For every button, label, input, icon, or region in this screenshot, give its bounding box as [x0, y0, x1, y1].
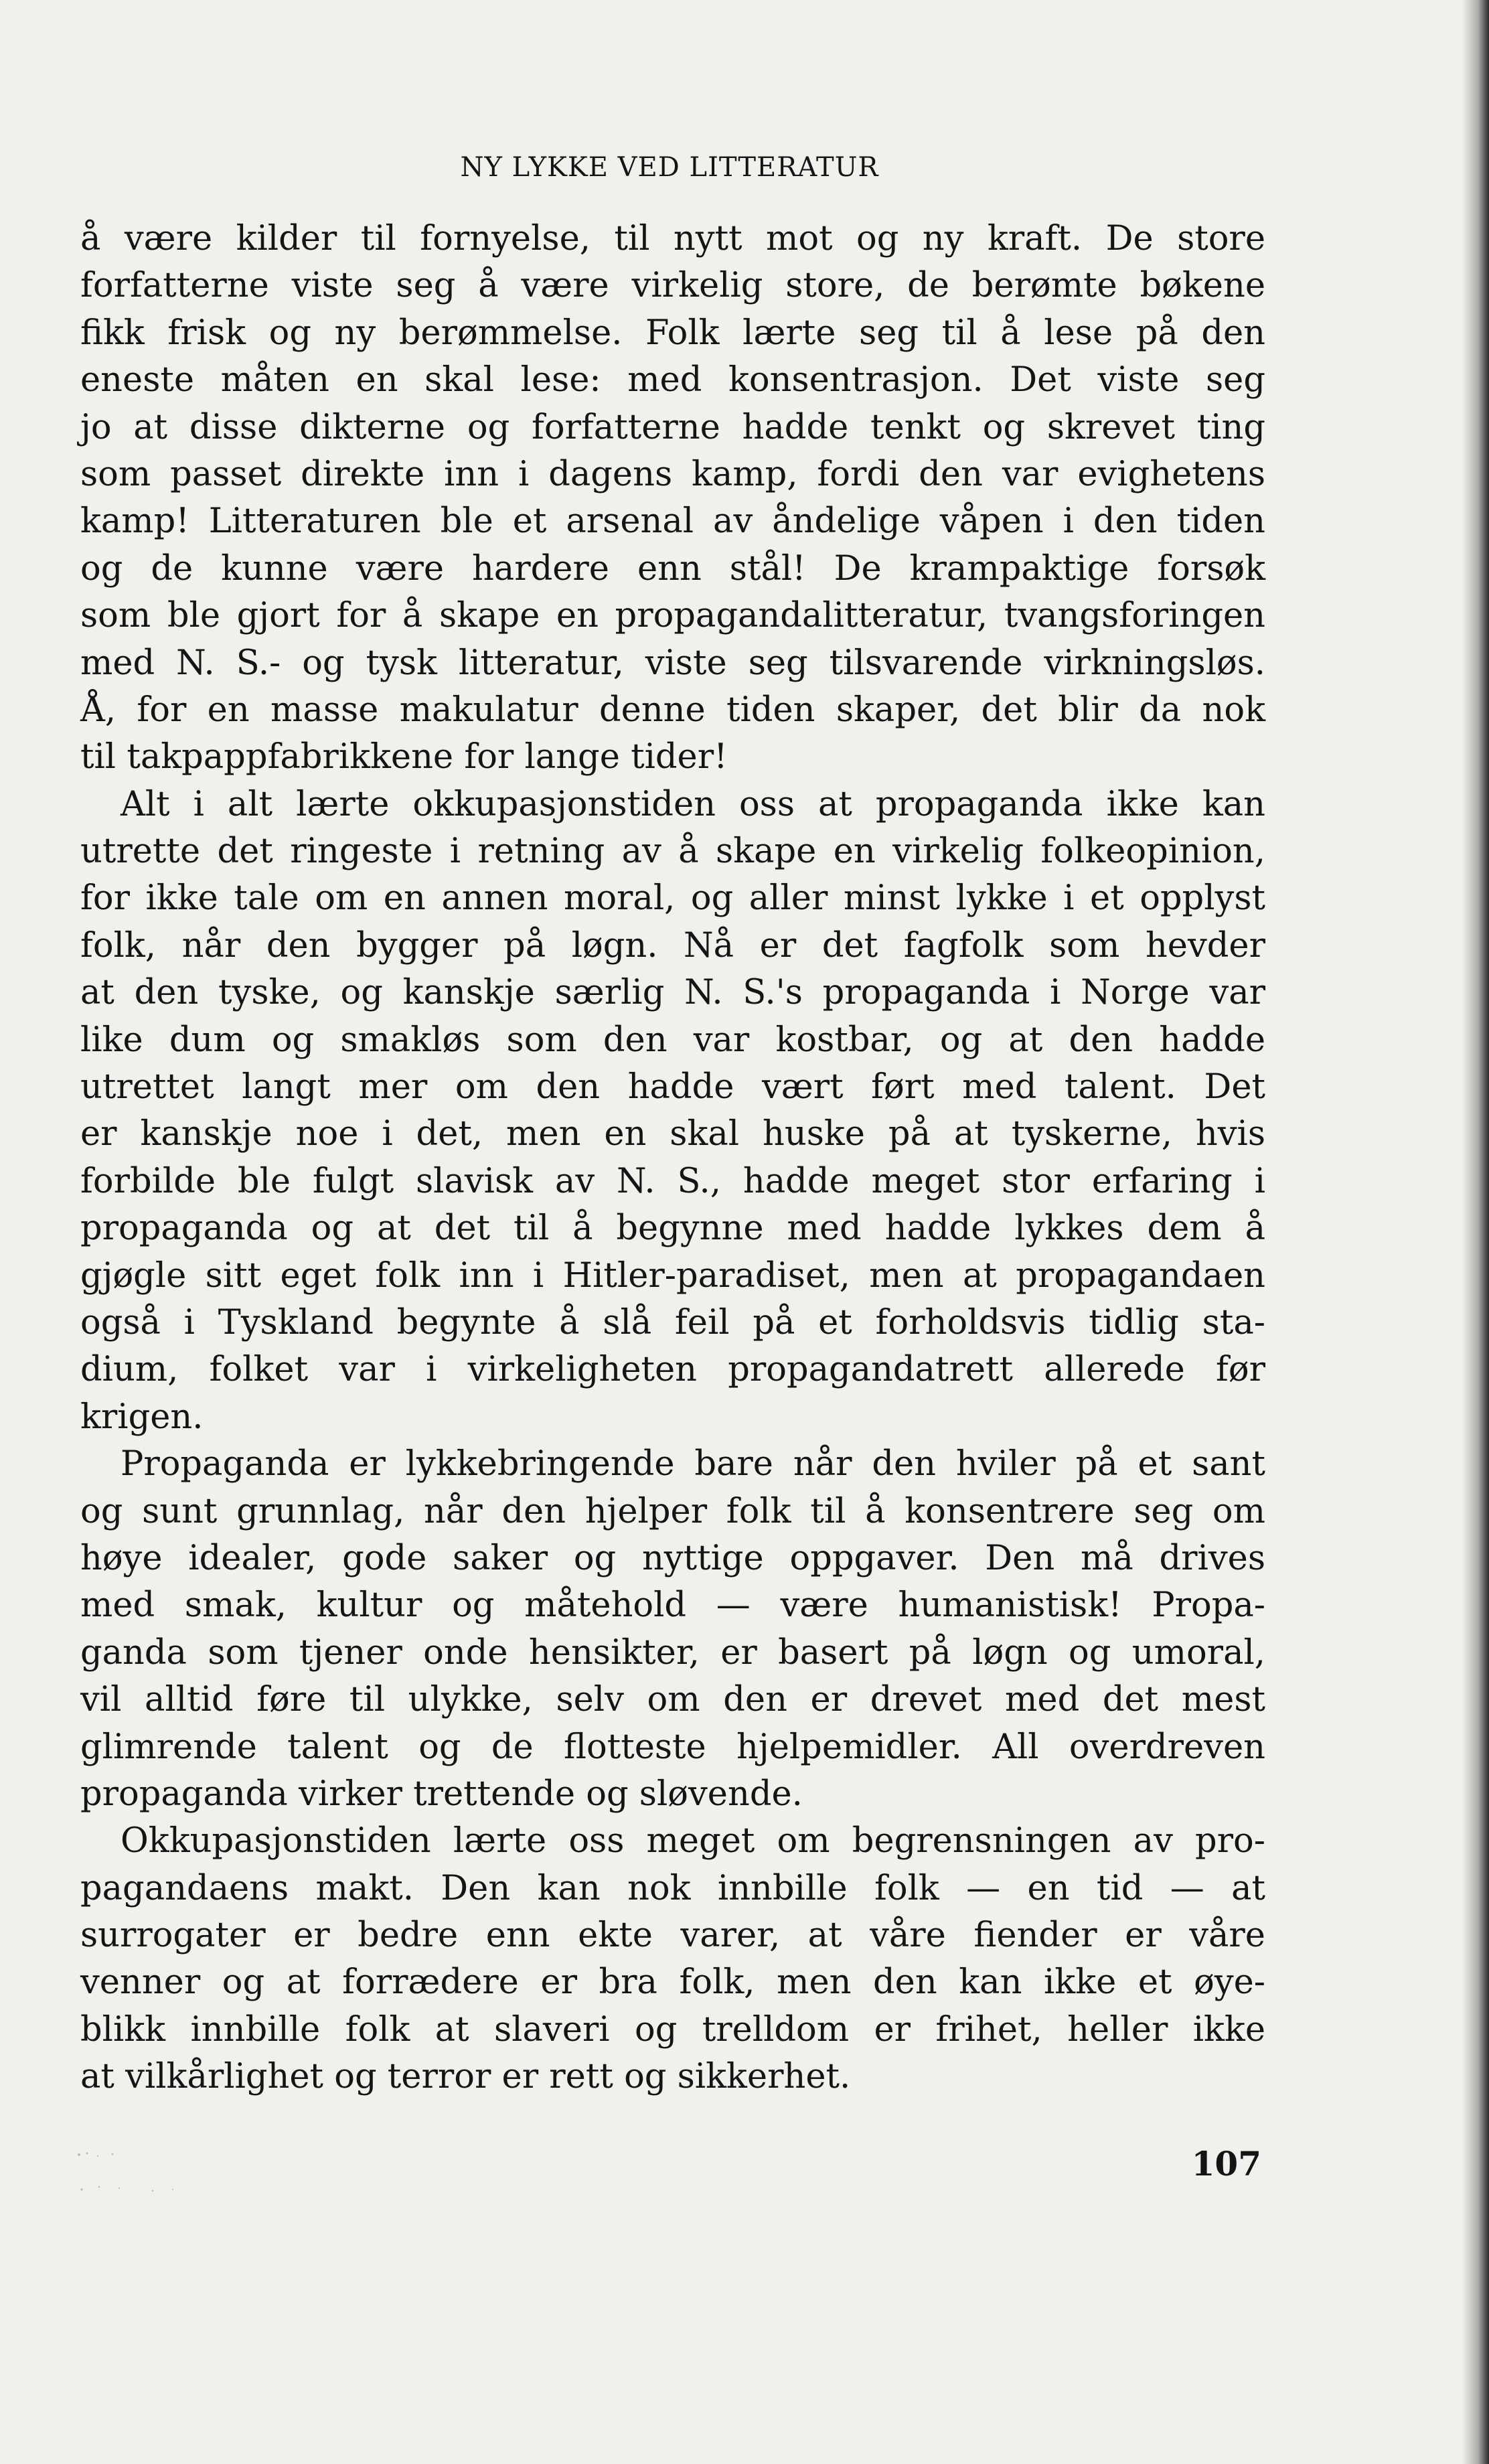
- text-line: jo at disse dikterne og forfatterne hadde tenkt og skrevet ting: [80, 407, 1265, 447]
- text-line: Propaganda er lykkebringende bare når den hviler på et sant: [121, 1444, 1265, 1484]
- text-line: forbilde ble fulgt slavisk av N. S., hadde meget stor erfaring i: [80, 1161, 1265, 1201]
- text-line: dium, folket var i virkeligheten propagandatrett allerede før: [80, 1350, 1265, 1390]
- text-line: er kanskje noe i det, men en skal huske på at tyskerne, hvis: [80, 1114, 1265, 1154]
- text-line: og de kunne være hardere enn stål! De krampaktige forsøk: [80, 548, 1265, 589]
- page-edge-shadow: [1462, 0, 1489, 2464]
- paragraph: [80, 216, 1265, 781]
- text-line: Å, for en masse makulatur denne tiden skaper, det blir da nok: [80, 690, 1265, 730]
- text-line: surrogater er bedre enn ekte varer, at våre fiender er våre: [80, 1916, 1265, 1956]
- paragraph: [80, 1818, 1265, 2100]
- text-line: eneste måten en skal lese: med konsentrasjon. Det viste seg: [80, 360, 1265, 400]
- text-line: folk, når den bygger på løgn. Nå er det fagfolk som hevder: [80, 925, 1265, 966]
- text-line: utrette det ringeste i retning av å skape en virkelig folkeopinion,: [80, 832, 1265, 872]
- text-line: gjøgle sitt eget folk inn i Hitler-paradiset, men at propagandaen: [80, 1255, 1265, 1296]
- text-line: som passet direkte inn i dagens kamp, fordi den var evighetens: [80, 454, 1265, 494]
- running-head: NY LYKKE VED LITTERATUR: [460, 152, 879, 183]
- text-line: forfatterne viste seg å være virkelig store, de berømte bøkene: [80, 266, 1265, 306]
- text-line: at vilkårlighet og terror er rett og sikkerhet.: [80, 2057, 851, 2097]
- text-line: ganda som tjener onde hensikter, er basert på løgn og umoral,: [80, 1632, 1265, 1673]
- paragraph: [80, 781, 1265, 1441]
- text-line: som ble gjort for å skape en propagandalitteratur, tvangsforingen: [80, 596, 1265, 636]
- text-line: og sunt grunnlag, når den hjelper folk til å konsentrere seg om: [80, 1491, 1265, 1531]
- text-line: glimrende talent og de flotteste hjelpemidler. All overdreven: [80, 1727, 1265, 1767]
- text-line: til takpappfabrikkene for lange tider!: [80, 737, 728, 777]
- text-line: fikk frisk og ny berømmelse. Folk lærte seg til å lese på den: [80, 313, 1265, 353]
- text-line: med smak, kultur og måtehold — være humanistisk! Propa-: [80, 1586, 1265, 1626]
- text-line: Alt i alt lærte okkupasjonstiden oss at propaganda ikke kan: [121, 784, 1265, 824]
- page-number: 107: [1191, 2144, 1261, 2183]
- text-line: at den tyske, og kanskje særlig N. S.'s propaganda i Norge var: [80, 973, 1265, 1013]
- text-line: med N. S.- og tysk litteratur, viste seg tilsvarende virkningsløs.: [80, 643, 1265, 683]
- text-line: pagandaens makt. Den kan nok innbille folk — en tid — at: [80, 1868, 1265, 1908]
- text-line: venner og at forrædere er bra folk, men den kan ikke et øye-: [80, 1962, 1265, 2003]
- text-line: like dum og smakløs som den var kostbar, og at den hadde: [80, 1020, 1265, 1060]
- text-line: blikk innbille folk at slaveri og trelldom er frihet, heller ikke: [80, 2009, 1265, 2050]
- body-text: [80, 216, 1265, 2101]
- text-line: for ikke tale om en annen moral, og aller minst lykke i et opplyst: [80, 878, 1265, 919]
- text-line: Okkupasjonstiden lærte oss meget om begrensningen av pro-: [121, 1821, 1265, 1861]
- text-line: høye idealer, gode saker og nyttige oppgaver. Den må drives: [80, 1538, 1265, 1578]
- text-line: utrettet langt mer om den hadde vært ført med talent. Det: [80, 1067, 1265, 1107]
- print-smudge: [72, 2143, 193, 2203]
- text-line: propaganda og at det til å begynne med hadde lykkes dem å: [80, 1209, 1265, 1249]
- text-line: å være kilder til fornyelse, til nytt mot og ny kraft. De store: [80, 219, 1265, 258]
- paragraph: [80, 1441, 1265, 1818]
- text-line: vil alltid føre til ulykke, selv om den er drevet med det mest: [80, 1680, 1265, 1720]
- text-line: kamp! Litteraturen ble et arsenal av åndelige våpen i den tiden: [80, 502, 1265, 542]
- text-line: krigen.: [80, 1397, 204, 1437]
- text-line: også i Tyskland begynte å slå feil på et forholdsvis tidlig sta-: [80, 1302, 1265, 1342]
- text-line: propaganda virker trettende og sløvende.: [80, 1774, 803, 1814]
